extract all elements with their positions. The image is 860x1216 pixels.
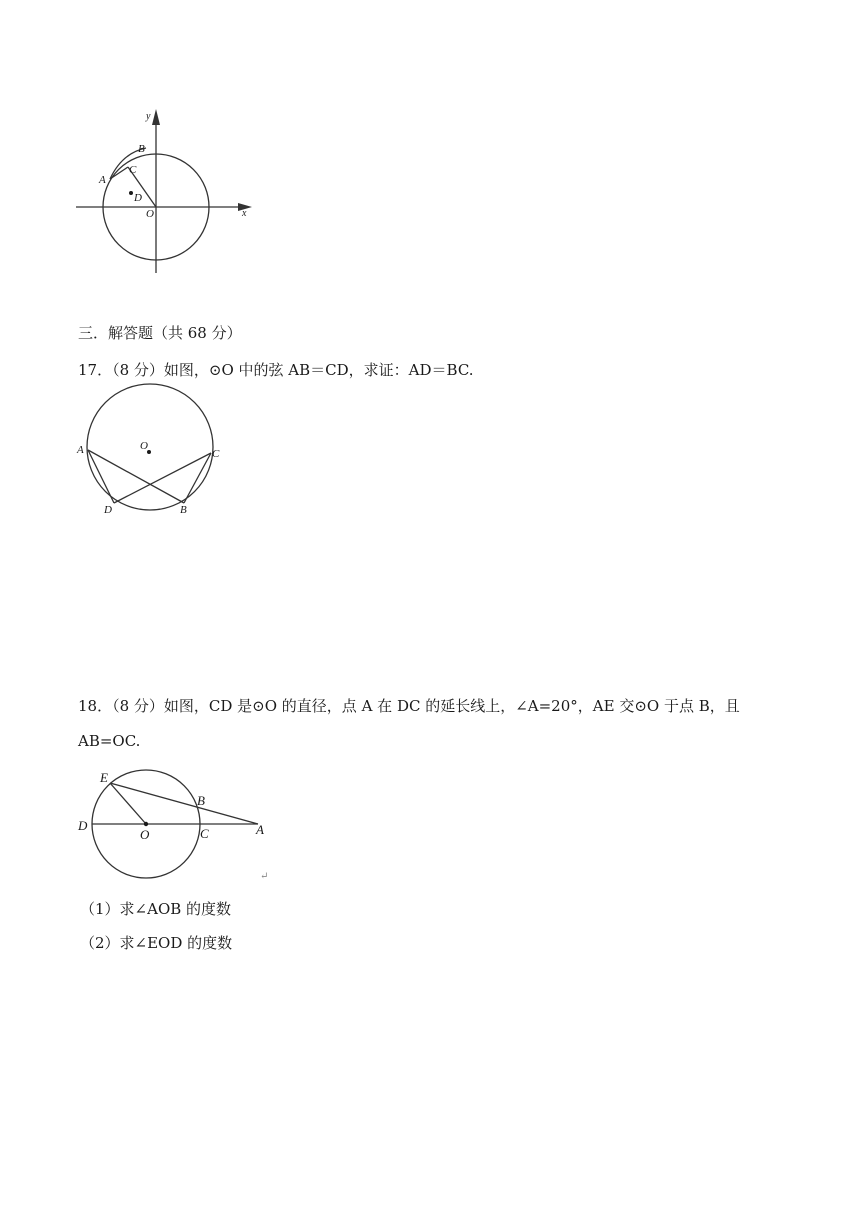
segment-ad bbox=[88, 450, 114, 503]
chord-ab bbox=[88, 450, 184, 503]
return-mark: ↵ bbox=[260, 871, 269, 882]
question-18-sub2: （2）求∠EOD 的度数 bbox=[80, 934, 233, 952]
y-axis-arrow bbox=[152, 109, 160, 125]
label-x: x bbox=[242, 208, 247, 219]
label-c: C bbox=[200, 826, 209, 841]
chord-cd bbox=[114, 453, 211, 503]
label-c: C bbox=[129, 164, 137, 176]
label-o: O bbox=[140, 827, 150, 842]
question-17-text: 17．（8 分）如图，⊙O 中的弦 AB＝CD，求证：AD＝BC. bbox=[78, 361, 474, 379]
label-d: D bbox=[134, 192, 142, 204]
figure-q17-circle bbox=[70, 385, 240, 520]
segment-eo bbox=[110, 783, 146, 824]
point-d bbox=[129, 191, 133, 195]
question-18-line2: AB=OC. bbox=[78, 732, 141, 750]
label-y: y bbox=[146, 111, 151, 122]
label-e: E bbox=[100, 770, 108, 785]
figure-coordinate-circle bbox=[70, 105, 260, 280]
label-a: A bbox=[77, 444, 84, 456]
section-heading: 三．解答题（共 68 分） bbox=[78, 324, 242, 342]
label-d: D bbox=[78, 818, 88, 833]
figure-q18-circle bbox=[70, 765, 285, 883]
question-18-line1: 18．（8 分）如图，CD 是⊙O 的直径，点 A 在 DC 的延长线上，∠A=20°，AE 交⊙O 于点 B，且 bbox=[78, 697, 740, 715]
label-o: O bbox=[140, 440, 148, 452]
label-d: D bbox=[104, 504, 112, 516]
circle-o bbox=[87, 384, 213, 510]
label-o: O bbox=[146, 208, 154, 220]
label-c: C bbox=[212, 448, 220, 460]
segment-ea bbox=[110, 783, 258, 824]
label-b: B bbox=[197, 793, 205, 808]
point-o bbox=[144, 822, 148, 826]
label-b: B bbox=[180, 504, 187, 516]
question-18-sub1: （1）求∠AOB 的度数 bbox=[80, 900, 232, 918]
label-a: A bbox=[99, 174, 106, 186]
label-a: A bbox=[256, 822, 264, 837]
label-b: B bbox=[138, 143, 145, 155]
